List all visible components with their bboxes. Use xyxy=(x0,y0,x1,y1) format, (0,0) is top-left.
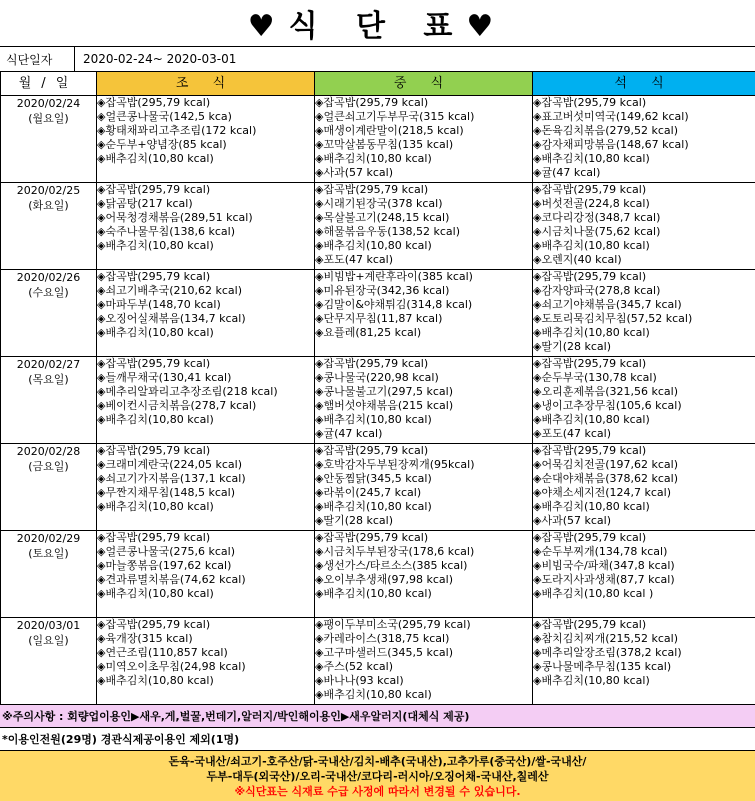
menu-item: ◈도토리묵김치무침(57,52 kcal) xyxy=(533,312,755,326)
menu-item: ◈배추김치(10,80 kcal) xyxy=(533,152,755,166)
day-row xyxy=(1,531,755,618)
menu-item: ◈숙주나물무침(138,6 kcal) xyxy=(97,225,314,239)
menu-item: ◈잡곡밥(295,79 kcal) xyxy=(315,531,532,545)
menu-item: ◈배추김치(10,80 kcal) xyxy=(315,688,532,702)
menu-item: ◈마늘쫑볶음(197,62 kcal) xyxy=(97,559,314,573)
menu-item: ◈견과류멸치볶음(74,62 kcal) xyxy=(97,573,314,587)
period-label: 식단일자 xyxy=(0,47,75,71)
day-date: 2020/02/27 xyxy=(1,357,96,372)
menu-item: ◈황태채꽈리고추조림(172 kcal) xyxy=(97,124,314,138)
menu-item: ◈배추김치(10,80 kcal) xyxy=(315,587,532,601)
menu-item: ◈목살불고기(248,15 kcal) xyxy=(315,211,532,225)
menu-item: ◈사과(57 kcal) xyxy=(315,166,532,180)
menu-item: ◈꼬막살봄동무침(135 kcal) xyxy=(315,138,532,152)
menu-item: ◈팽이두부미소국(295,79 kcal) xyxy=(315,618,532,632)
menu-item: ◈메추리알꽈리고추장조림(218 kcal) xyxy=(97,385,314,399)
day-row xyxy=(1,357,755,444)
menu-item: ◈잡곡밥(295,79 kcal) xyxy=(315,183,532,197)
menu-item: ◈시래기된장국(378 kcal) xyxy=(315,197,532,211)
menu-item: ◈잡곡밥(295,79 kcal) xyxy=(97,357,314,371)
day-date: 2020/03/01 xyxy=(1,618,96,633)
menu-item: ◈얼큰쇠고기두부무국(315 kcal) xyxy=(315,110,532,124)
allergy-note: ※주의사항 : 회량업이용인▶새우,게,벌꿀,번데기,알러지/박인해이용인▶새우알러지(대체식 제공) xyxy=(0,705,755,728)
breakfast-cell xyxy=(97,618,315,705)
menu-item: ◈비빔국수/파채(347,8 kcal) xyxy=(533,559,755,573)
day-date: 2020/02/24 xyxy=(1,96,96,111)
menu-item: ◈배추김치(10,80 kcal) xyxy=(533,326,755,340)
lunch-cell xyxy=(315,618,533,705)
menu-item: ◈배추김치(10,80 kcal) xyxy=(533,674,755,688)
menu-item: ◈잡곡밥(295,79 kcal) xyxy=(315,357,532,371)
menu-item: ◈김말이&야채튀김(314,8 kcal) xyxy=(315,298,532,312)
menu-item: ◈비빔밥+계란후라이(385 kcal) xyxy=(315,270,532,284)
menu-item: ◈순두부국(130,78 kcal) xyxy=(533,371,755,385)
menu-item: ◈얼큰콩나물국(142,5 kca) xyxy=(97,110,314,124)
menu-item: ◈얼큰콩나물국(275,6 kcal) xyxy=(97,545,314,559)
day-date-cell xyxy=(1,444,97,531)
dinner-cell xyxy=(533,531,755,618)
menu-item: ◈어묵청경채볶음(289,51 kcal) xyxy=(97,211,314,225)
day-date: 2020/02/28 xyxy=(1,444,96,459)
menu-item: ◈오이부추생채(97,98 kcal) xyxy=(315,573,532,587)
menu-item: ◈쇠고기가지볶음(137,1 kcal) xyxy=(97,472,314,486)
menu-item: ◈잡곡밥(295,79 kcal) xyxy=(533,96,755,110)
menu-item: ◈감자양파국(278,8 kcal) xyxy=(533,284,755,298)
menu-item: ◈코다리강정(348,7 kcal) xyxy=(533,211,755,225)
menu-item: ◈순두부찌개(134,78 kcal) xyxy=(533,545,755,559)
breakfast-cell xyxy=(97,444,315,531)
menu-item: ◈잡곡밥(295,79 kcal) xyxy=(315,96,532,110)
menu-item: ◈귤(47 kcal) xyxy=(533,166,755,180)
menu-item: ◈순대야채볶음(378,62 kcal) xyxy=(533,472,755,486)
menu-item: ◈배추김치(10,80 kcal) xyxy=(97,674,314,688)
menu-item: ◈포도(47 kcal) xyxy=(315,253,532,267)
menu-item: ◈마파두부(148,70 kcal) xyxy=(97,298,314,312)
menu-item: ◈배추김치(10,80 kcal) xyxy=(97,152,314,166)
dinner-cell xyxy=(533,270,755,357)
menu-item: ◈딸기(28 kcal) xyxy=(315,514,532,528)
header-breakfast: 조 식 xyxy=(97,72,315,96)
menu-item: ◈시금치두부된장국(178,6 kcal) xyxy=(315,545,532,559)
day-weekday: (토요일) xyxy=(1,546,96,561)
day-date: 2020/02/25 xyxy=(1,183,96,198)
menu-item: ◈크래미계란국(224,05 kcal) xyxy=(97,458,314,472)
dinner-cell xyxy=(533,444,755,531)
day-date-cell xyxy=(1,357,97,444)
menu-item: ◈배추김치(10,80 kcal) xyxy=(315,413,532,427)
menu-item: ◈콩나물국(220,98 kcal) xyxy=(315,371,532,385)
menu-item: ◈생선가스/타르소스(385 kcal) xyxy=(315,559,532,573)
menu-item: ◈배추김치(10,80 kcal) xyxy=(315,500,532,514)
menu-item: ◈배추김치(10,80 kcal ) xyxy=(533,587,755,601)
dinner-cell xyxy=(533,618,755,705)
day-row xyxy=(1,270,755,357)
day-weekday: (월요일) xyxy=(1,111,96,126)
menu-item: ◈사과(57 kcal) xyxy=(533,514,755,528)
menu-item: ◈잡곡밥(295,79 kcal) xyxy=(97,96,314,110)
day-row xyxy=(1,444,755,531)
menu-item: ◈매생이계란말이(218,5 kcal) xyxy=(315,124,532,138)
menu-item: ◈해물볶음우동(138,52 kcal) xyxy=(315,225,532,239)
period-value: 2020-02-24~ 2020-03-01 xyxy=(75,52,236,66)
page-title: ♥식 단 표♥ xyxy=(0,0,755,46)
lunch-cell xyxy=(315,531,533,618)
menu-item: ◈배추김치(10,80 kcal) xyxy=(97,326,314,340)
day-weekday: (일요일) xyxy=(1,633,96,648)
menu-item: ◈잡곡밥(295,79 kcal) xyxy=(533,183,755,197)
menu-item: ◈돈육김치볶음(279,52 kcal) xyxy=(533,124,755,138)
menu-item: ◈베이컨시금치볶음(278,7 kcal) xyxy=(97,399,314,413)
day-date-cell xyxy=(1,183,97,270)
menu-body xyxy=(1,96,755,705)
day-date-cell xyxy=(1,270,97,357)
day-row xyxy=(1,96,755,183)
menu-item: ◈오리훈제볶음(321,56 kcal) xyxy=(533,385,755,399)
lunch-cell xyxy=(315,183,533,270)
origin-line-2: 두부-대두(외국산)/오리-국내산/코다리-러시아/오징어채-국내산,칠레산 xyxy=(0,769,755,784)
menu-item: ◈배추김치(10,80 kcal) xyxy=(533,239,755,253)
menu-item: ◈딸기(28 kcal) xyxy=(533,340,755,354)
day-date-cell xyxy=(1,531,97,618)
menu-item: ◈잡곡밥(295,79 kcal) xyxy=(97,618,314,632)
menu-item: ◈배추김치(10,80 kcal) xyxy=(97,500,314,514)
header-dinner: 석 식 xyxy=(533,72,755,96)
menu-item: ◈요플레(81,25 kcal) xyxy=(315,326,532,340)
dinner-cell xyxy=(533,96,755,183)
lunch-cell xyxy=(315,270,533,357)
menu-item: ◈오렌지(40 kcal) xyxy=(533,253,755,267)
menu-item: ◈배추김치(10,80 kcal) xyxy=(315,239,532,253)
menu-item: ◈라볶이(245,7 kcal) xyxy=(315,486,532,500)
menu-item: ◈잡곡밥(295,79 kcal) xyxy=(533,270,755,284)
breakfast-cell xyxy=(97,183,315,270)
header-lunch: 중 식 xyxy=(315,72,533,96)
menu-item: ◈배추김치(10,80 kcal) xyxy=(97,413,314,427)
menu-item: ◈귤(47 kcal) xyxy=(315,427,532,441)
menu-item: ◈쇠고기배추국(210,62 kcal) xyxy=(97,284,314,298)
menu-item: ◈도라지사과생채(87,7 kcal) xyxy=(533,573,755,587)
breakfast-cell xyxy=(97,531,315,618)
menu-item: ◈고구마샐러드(345,5 kcal) xyxy=(315,646,532,660)
change-warning: ※식단표는 식재료 수급 사정에 따라서 변경될 수 있습니다. xyxy=(0,784,755,799)
headcount-note: *이용인전원(29명) 경관식제공이용인 제외(1명) xyxy=(0,728,755,751)
dinner-cell xyxy=(533,183,755,270)
menu-item: ◈호박감자두부된장찌개(95kcal) xyxy=(315,458,532,472)
menu-item: ◈단무지무침(11,87 kcal) xyxy=(315,312,532,326)
day-weekday: (목요일) xyxy=(1,372,96,387)
day-weekday: (금요일) xyxy=(1,459,96,474)
menu-item: ◈연근조림(110,857 kcal) xyxy=(97,646,314,660)
menu-item: ◈메추리알장조림(378,2 kcal) xyxy=(533,646,755,660)
menu-item: ◈어묵김치전골(197,62 kcal) xyxy=(533,458,755,472)
menu-item: ◈닭곰탕(217 kcal) xyxy=(97,197,314,211)
header-row xyxy=(1,72,755,96)
menu-item: ◈주스(52 kcal) xyxy=(315,660,532,674)
day-date-cell xyxy=(1,96,97,183)
menu-item: ◈콩나물불고기(297,5 kcal) xyxy=(315,385,532,399)
menu-item: ◈잡곡밥(295,79 kcal) xyxy=(97,444,314,458)
menu-item: ◈배추김치(10,80 kcal) xyxy=(533,413,755,427)
menu-item: ◈배추김치(10,80 kcal) xyxy=(315,152,532,166)
day-date: 2020/02/29 xyxy=(1,531,96,546)
menu-item: ◈배추김치(10,80 kcal) xyxy=(97,239,314,253)
day-weekday: (화요일) xyxy=(1,198,96,213)
menu-item: ◈미역오이초무침(24,98 kcal) xyxy=(97,660,314,674)
menu-item: ◈쇠고기야채볶음(345,7 kcal) xyxy=(533,298,755,312)
day-row xyxy=(1,618,755,705)
menu-item: ◈카레라이스(318,75 kcal) xyxy=(315,632,532,646)
day-row xyxy=(1,183,755,270)
menu-item: ◈버섯전골(224,8 kcal) xyxy=(533,197,755,211)
menu-item: ◈잡곡밥(295,79 kcal) xyxy=(97,531,314,545)
menu-item: ◈콩나물메추무침(135 kcal) xyxy=(533,660,755,674)
breakfast-cell xyxy=(97,96,315,183)
menu-item: ◈안동찜닭(345,5 kcal) xyxy=(315,472,532,486)
day-weekday: (수요일) xyxy=(1,285,96,300)
menu-item: ◈야채소세지전(124,7 kcal) xyxy=(533,486,755,500)
breakfast-cell xyxy=(97,357,315,444)
menu-item: ◈시금치나물(75,62 kcal) xyxy=(533,225,755,239)
menu-item: ◈잡곡밥(295,79 kcal) xyxy=(533,531,755,545)
menu-item: ◈잡곡밥(295,79 kcal) xyxy=(97,270,314,284)
menu-item: ◈무짠지채무침(148,5 kcal) xyxy=(97,486,314,500)
menu-item: ◈잡곡밥(295,79 kcal) xyxy=(97,183,314,197)
header-date: 월/일 xyxy=(1,72,97,96)
origin-info xyxy=(0,751,755,801)
menu-item: ◈순두부+양념장(85 kcal) xyxy=(97,138,314,152)
dinner-cell xyxy=(533,357,755,444)
period-row xyxy=(0,46,755,71)
menu-item: ◈표고버섯미역국(149,62 kcal) xyxy=(533,110,755,124)
menu-item: ◈육개장(315 kcal) xyxy=(97,632,314,646)
menu-table xyxy=(0,71,755,705)
menu-item: ◈잡곡밥(295,79 kcal) xyxy=(533,618,755,632)
menu-item: ◈포도(47 kcal) xyxy=(533,427,755,441)
menu-item: ◈잡곡밥(295,79 kcal) xyxy=(533,444,755,458)
menu-item: ◈오징어실채볶음(134,7 kcal) xyxy=(97,312,314,326)
day-date-cell xyxy=(1,618,97,705)
day-date: 2020/02/26 xyxy=(1,270,96,285)
menu-item: ◈미유된장국(342,36 kcal) xyxy=(315,284,532,298)
menu-item: ◈잡곡밥(295,79 kcal) xyxy=(533,357,755,371)
origin-line-1: 돈육-국내산/쇠고기-호주산/닭-국내산/김치-배추(국내산),고추가루(중국산)/쌀-국내산/ xyxy=(0,754,755,769)
menu-item: ◈배추김치(10,80 kcal) xyxy=(533,500,755,514)
breakfast-cell xyxy=(97,270,315,357)
menu-item: ◈잡곡밥(295,79 kcal) xyxy=(315,444,532,458)
menu-item: ◈배추김치(10,80 kcal) xyxy=(97,587,314,601)
menu-item: ◈바나나(93 kcal) xyxy=(315,674,532,688)
lunch-cell xyxy=(315,357,533,444)
menu-item: ◈참치김치찌개(215,52 kcal) xyxy=(533,632,755,646)
menu-item: ◈들깨무채국(130,41 kcal) xyxy=(97,371,314,385)
lunch-cell xyxy=(315,96,533,183)
menu-item: ◈햄버섯야채볶음(215 kcal) xyxy=(315,399,532,413)
menu-item: ◈감자채피망볶음(148,67 kcal) xyxy=(533,138,755,152)
lunch-cell xyxy=(315,444,533,531)
menu-item: ◈냉이고추장무침(105,6 kcal) xyxy=(533,399,755,413)
